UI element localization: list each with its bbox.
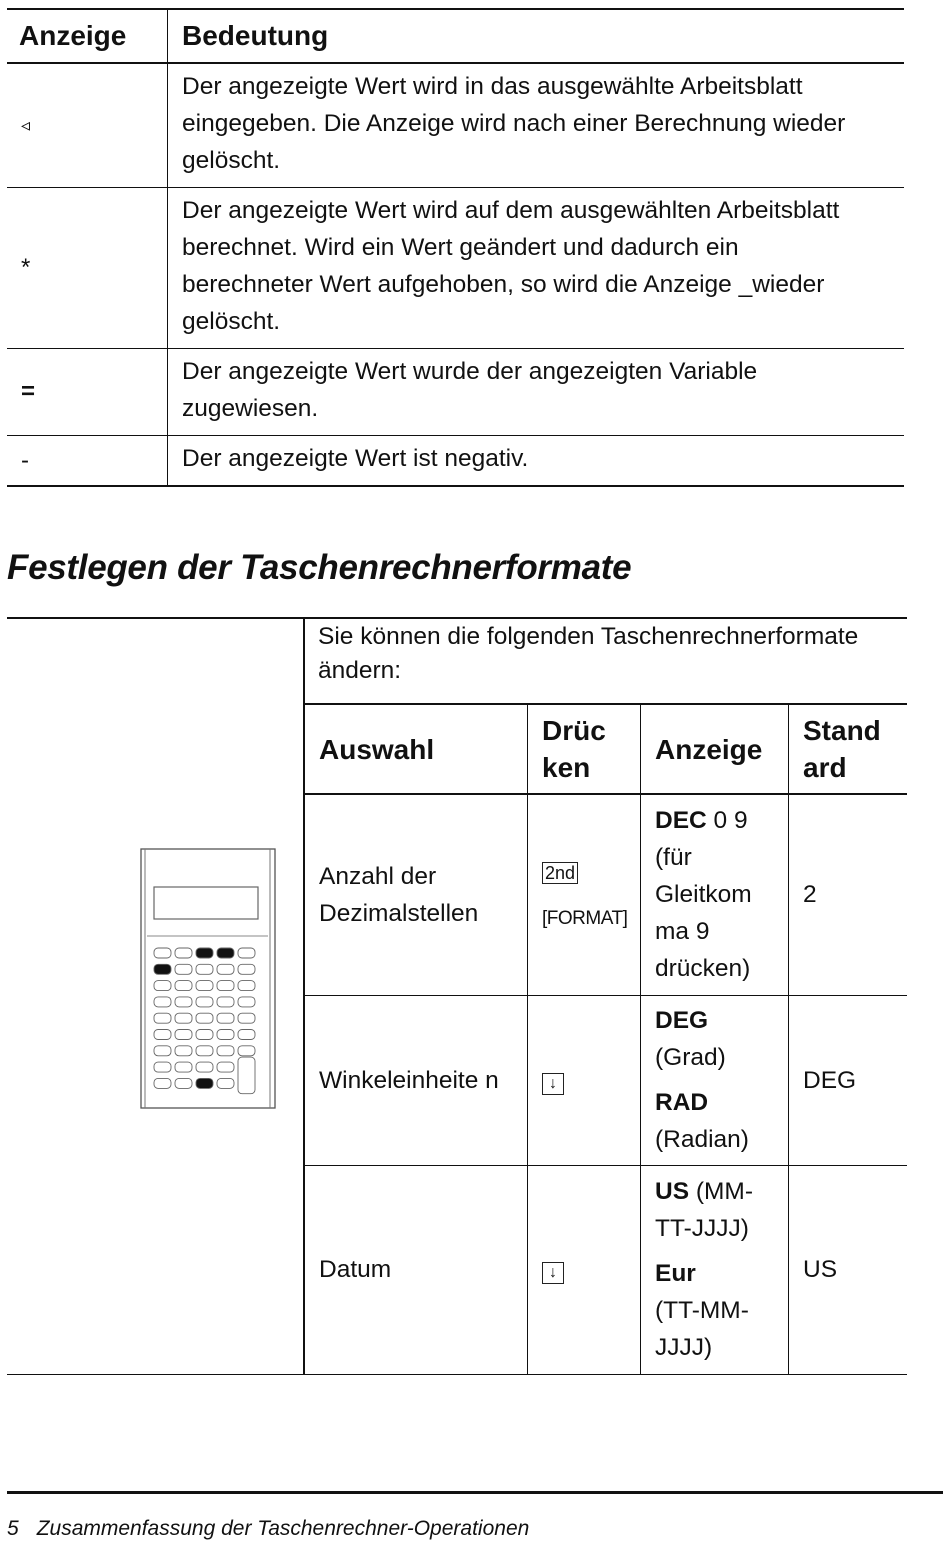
- calculator-key: [196, 964, 213, 974]
- calculator-key: [217, 1030, 234, 1040]
- section-intro: Sie können die folgenden Taschenrechnerformate ändern:: [318, 623, 859, 684]
- calculator-key: [217, 1046, 234, 1056]
- header-press: [528, 704, 641, 794]
- calculator-key: [238, 964, 255, 974]
- indicator-meaning: Der angezeigte Wert wird in das ausgewählte Arbeitsblatt eingegeben. Die Anzeige wird nach einer Berechnung wieder gelöscht.: [182, 73, 846, 174]
- display-code: RAD: [655, 1089, 709, 1116]
- calculator-key: [217, 948, 234, 958]
- calculator-key: [175, 1062, 192, 1072]
- indicator-symbol: ◃: [7, 63, 168, 188]
- display-cell: [641, 1165, 789, 1374]
- calculator-key: [196, 1078, 213, 1088]
- table-row: [7, 188, 904, 349]
- down-arrow-icon: ↓: [542, 1262, 564, 1284]
- calculator-keypad: [154, 948, 255, 1094]
- calculator-key: [196, 1030, 213, 1040]
- calculator-key: [154, 1078, 171, 1088]
- selection-cell: Datum: [319, 1256, 392, 1284]
- display-text: (Radian): [655, 1126, 749, 1153]
- calculator-key: [238, 1030, 255, 1040]
- display-text: 0 9 (für Gleitkom ma 9 drücken): [655, 807, 752, 983]
- down-arrow-icon: ↓: [542, 1073, 564, 1095]
- calculator-key: [196, 948, 213, 958]
- header-meaning: Bedeutung: [182, 20, 329, 51]
- calculator-key: [175, 964, 192, 974]
- calculator-key: [238, 997, 255, 1007]
- press-cell: [528, 1165, 641, 1374]
- table-row: [305, 1165, 907, 1374]
- calculator-key: [175, 948, 192, 958]
- calculator-key: [154, 997, 171, 1007]
- calculator-key: [175, 1013, 192, 1023]
- indicator-table-header: [7, 9, 904, 63]
- header-display: Anzeige: [641, 704, 789, 794]
- calculator-key: [175, 1030, 192, 1040]
- header-selection: Auswahl: [319, 733, 435, 765]
- key-2nd: 2nd: [542, 862, 578, 884]
- calculator-key: [175, 1046, 192, 1056]
- default-cell: US: [789, 1165, 908, 1374]
- header-indicator: Anzeige: [7, 9, 168, 63]
- table-row: [305, 794, 907, 995]
- calculator-illustration: [140, 848, 276, 1115]
- section-bottom-rule: [7, 1374, 907, 1375]
- calculator-key: [154, 1030, 171, 1040]
- format-table-header: [305, 704, 907, 794]
- calculator-key: [217, 997, 234, 1007]
- header-default-label: Stand ard: [803, 715, 881, 783]
- indicator-symbol: =: [7, 349, 168, 436]
- calculator-key: [196, 1046, 213, 1056]
- calculator-key: [196, 997, 213, 1007]
- default-cell: 2: [789, 794, 908, 995]
- display-code: US: [655, 1178, 690, 1206]
- calculator-key: [154, 1062, 171, 1072]
- table-row: [7, 349, 904, 436]
- calculator-key: [217, 1078, 234, 1088]
- calculator-key: [175, 1078, 192, 1088]
- calculator-key: [238, 981, 255, 991]
- calculator-key: [196, 981, 213, 991]
- calculator-key: [238, 948, 255, 958]
- indicator-meaning: Der angezeigte Wert ist negativ.: [182, 445, 529, 472]
- page-footer: [7, 1517, 529, 1541]
- page-number: 5: [7, 1517, 19, 1540]
- calculator-key: [238, 1013, 255, 1023]
- calculator-key: [154, 964, 171, 974]
- calculator-key: [175, 997, 192, 1007]
- calculator-key: [154, 1046, 171, 1056]
- calculator-key: [217, 1062, 234, 1072]
- display-text: (Grad): [655, 1044, 726, 1071]
- indicator-table: [7, 8, 904, 487]
- display-code: DEC: [655, 807, 707, 835]
- calculator-key: [154, 1013, 171, 1023]
- display-cell: [641, 995, 789, 1165]
- indicator-meaning: Der angezeigte Wert wurde der angezeigten Variable zugewiesen.: [182, 358, 758, 422]
- calculator-key: [196, 1013, 213, 1023]
- table-row: [7, 63, 904, 188]
- table-row: [7, 436, 904, 487]
- table-row: [305, 995, 907, 1165]
- display-text: (MM-TT-JJJJ): [655, 1178, 753, 1243]
- display-code: DEG: [655, 1007, 709, 1034]
- footer-rule: [7, 1491, 943, 1494]
- calculator-key: [175, 981, 192, 991]
- header-press-label: Drüc ken: [542, 715, 606, 783]
- calculator-enter-key: [238, 1057, 255, 1094]
- indicator-symbol: -: [7, 436, 168, 487]
- calculator-key: [217, 1013, 234, 1023]
- selection-cell: Winkeleinheite n: [319, 1066, 499, 1094]
- section-top-rule: [7, 617, 907, 619]
- format-table: [305, 703, 907, 1374]
- default-cell: DEG: [789, 995, 908, 1165]
- indicator-symbol: *: [7, 188, 168, 349]
- display-text: (TT-MM-JJJJ): [655, 1297, 749, 1362]
- press-cell: [528, 794, 641, 995]
- display-cell: [641, 794, 789, 995]
- chapter-title: Zusammenfassung der Taschenrechner-Operationen: [36, 1517, 530, 1540]
- calculator-key: [196, 1062, 213, 1072]
- selection-cell: Anzahl der Dezimalstellen: [319, 862, 479, 927]
- calculator-key: [238, 1046, 255, 1056]
- calculator-key: [217, 964, 234, 974]
- calculator-key: [154, 981, 171, 991]
- calculator-key: [217, 981, 234, 991]
- press-cell: [528, 995, 641, 1165]
- calculator-key: [154, 948, 171, 958]
- display-code: Eur: [655, 1260, 696, 1288]
- key-format: [FORMAT]: [542, 907, 628, 929]
- section-title: Festlegen der Taschenrechnerformate: [7, 548, 632, 587]
- indicator-meaning: Der angezeigte Wert wird auf dem ausgewählten Arbeitsblatt berechnet. Wird ein Wert geändert und dadurch ein berechneter Wert aufgehoben, so wird die Anzeige _wieder gelöscht.: [182, 197, 840, 335]
- header-default: [789, 704, 908, 794]
